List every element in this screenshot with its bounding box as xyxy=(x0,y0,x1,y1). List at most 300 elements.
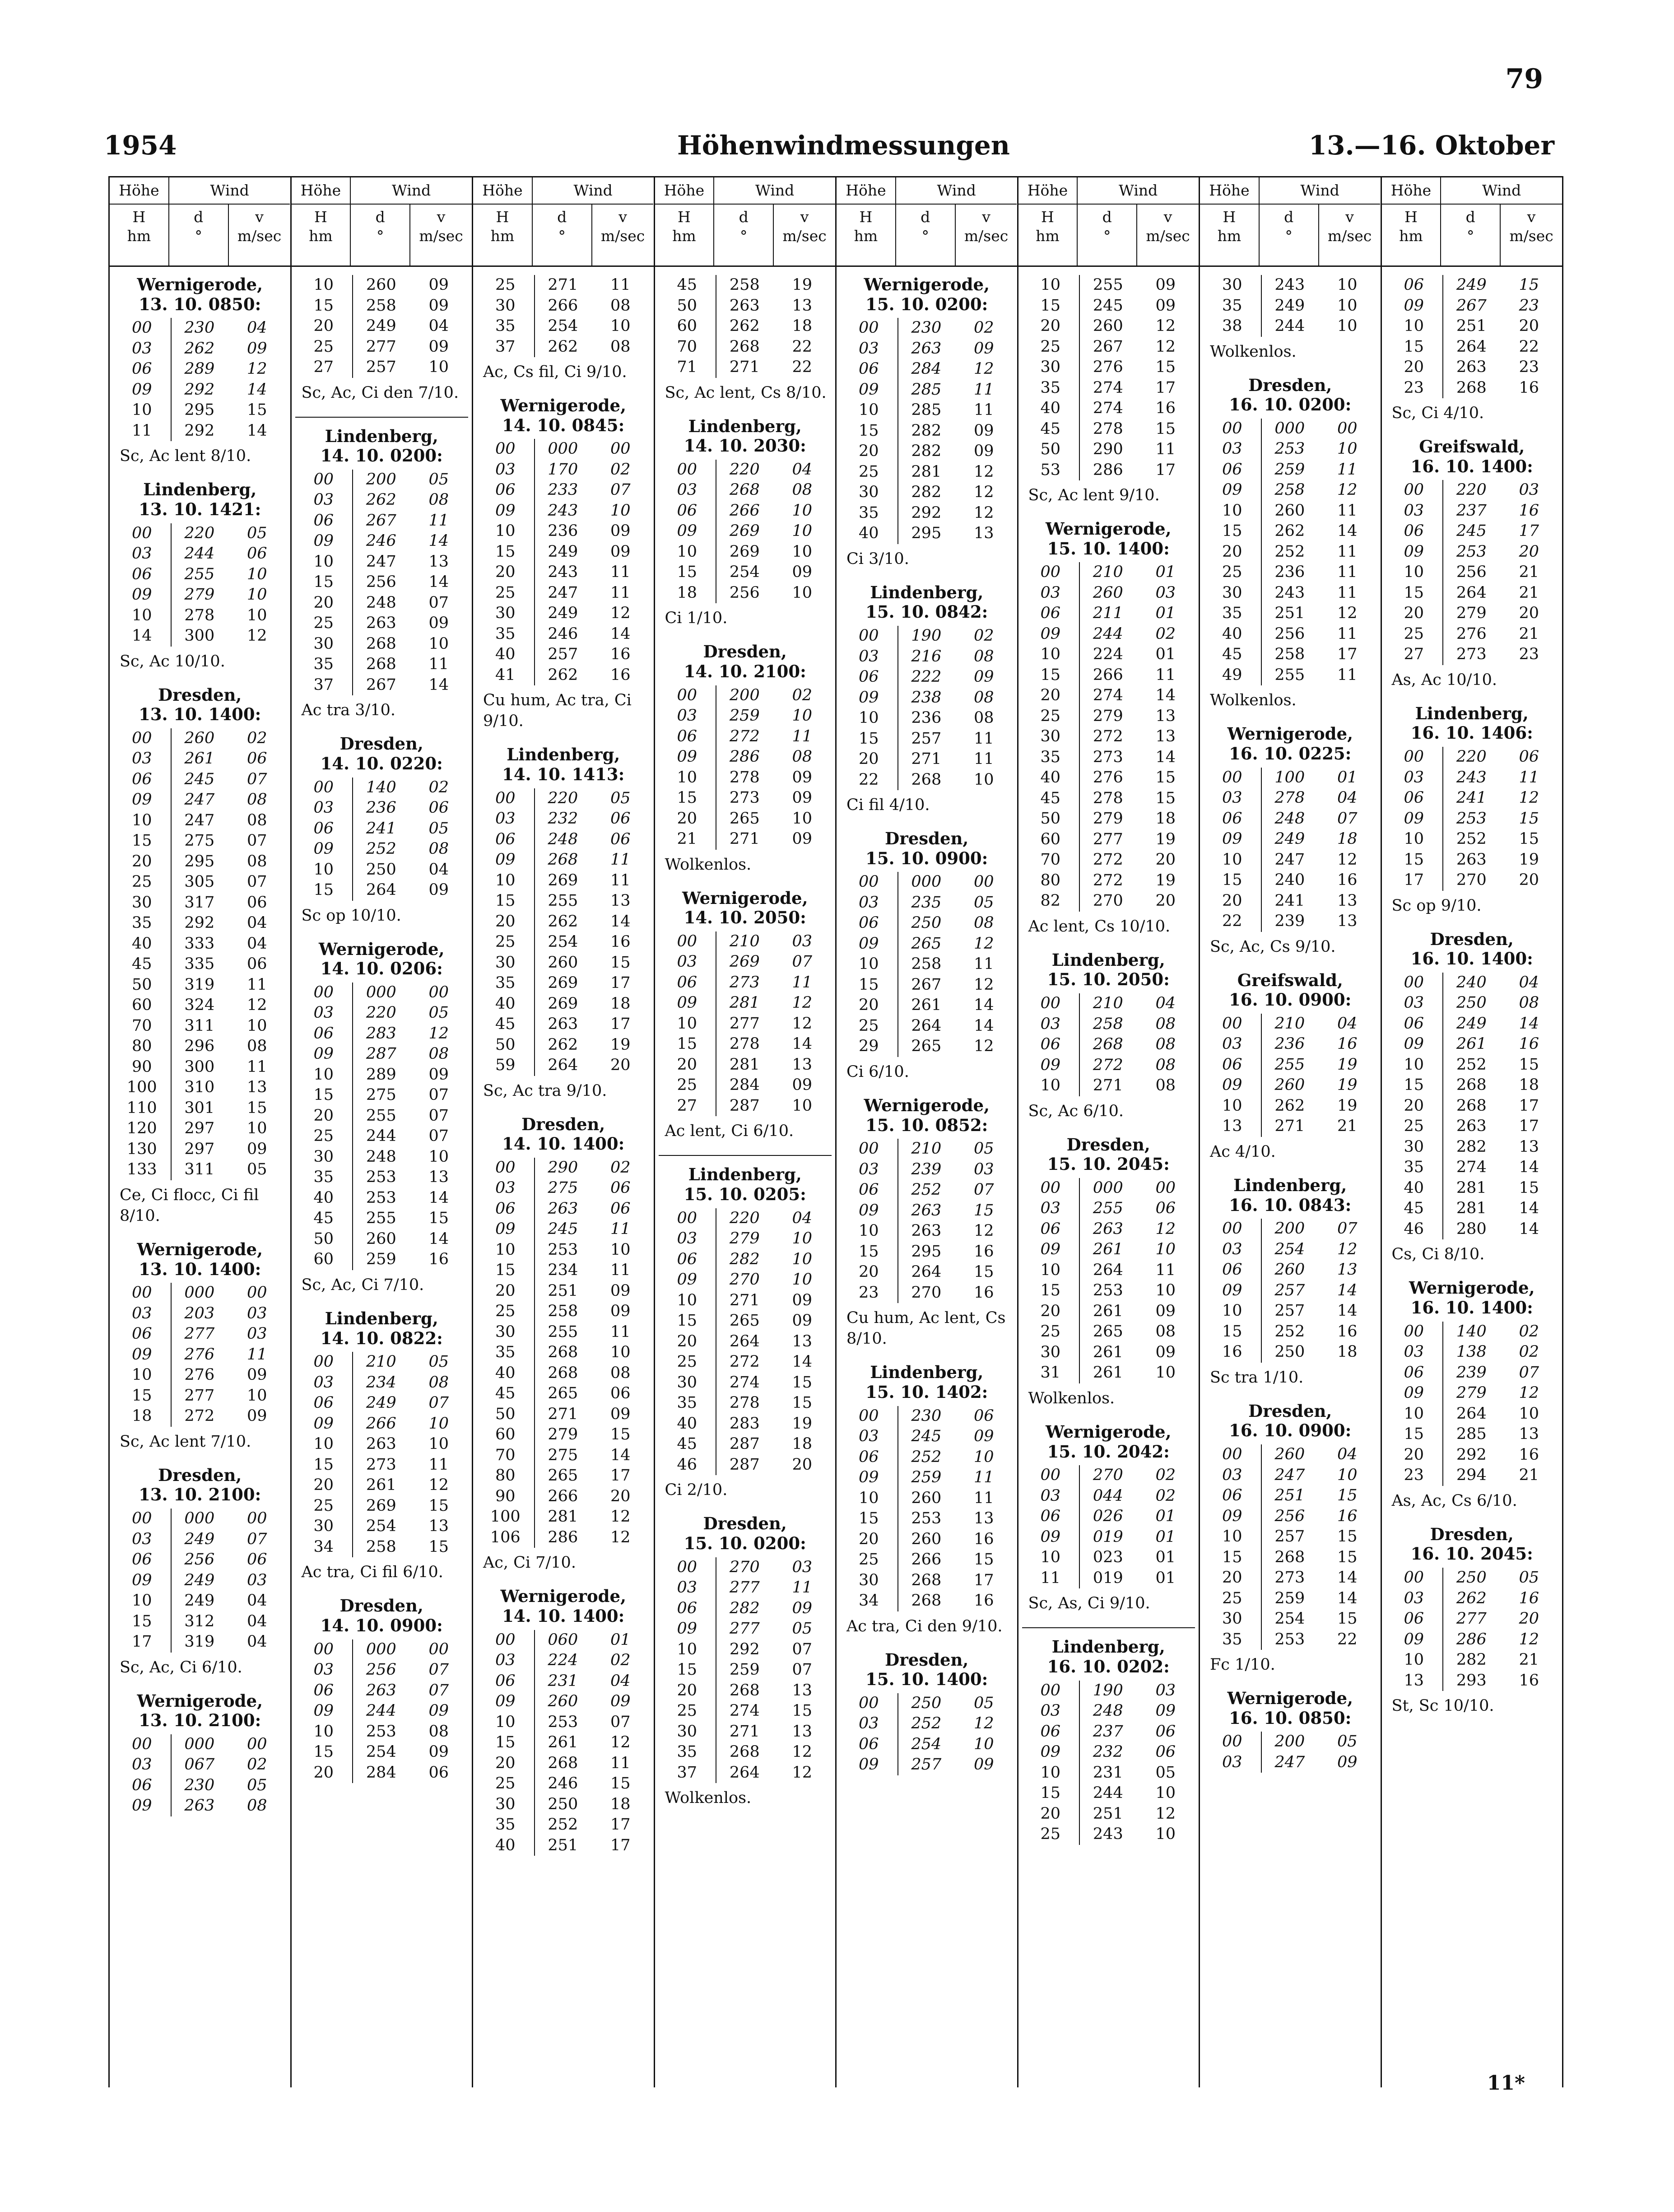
wind-direction: 272 xyxy=(1079,871,1136,891)
header-hoehe: Höhe xyxy=(1382,177,1442,205)
height-hm: 35 xyxy=(1404,1158,1424,1177)
header-h-label: H xyxy=(1404,208,1418,226)
table-column xyxy=(473,177,655,2087)
height-hm: 10 xyxy=(1040,1261,1061,1279)
height-hm: 03 xyxy=(495,460,516,479)
measurement-rows xyxy=(113,523,287,647)
wind-speed: 08 xyxy=(1155,1076,1176,1095)
wind-speed: 20 xyxy=(1519,1610,1539,1628)
cloud-note: Ci 2/10. xyxy=(665,1481,728,1500)
wind-direction: 261 xyxy=(171,749,228,769)
station-name: Lindenberg, xyxy=(870,582,984,602)
wind-speed: 09 xyxy=(792,563,813,582)
height-hm: 20 xyxy=(677,1332,698,1350)
header-wind: Wind xyxy=(533,177,654,205)
wind-direction: 260 xyxy=(1261,1075,1318,1096)
wind-direction: 243 xyxy=(534,501,591,522)
wind-direction: 274 xyxy=(716,1701,773,1722)
station-name: Wernigerode, xyxy=(1409,1278,1535,1298)
wind-speed: 09 xyxy=(247,1407,267,1425)
height-hm: 35 xyxy=(132,914,152,932)
wind-speed: 11 xyxy=(1337,583,1358,602)
station-block xyxy=(113,1691,287,1816)
wind-speed: 13 xyxy=(428,552,449,571)
height-hm: 10 xyxy=(859,709,879,727)
wind-speed: 11 xyxy=(1155,1261,1176,1279)
wind-direction: 259 xyxy=(352,1249,409,1270)
wind-direction: 255 xyxy=(1079,1198,1136,1219)
wind-speed: 10 xyxy=(1337,276,1358,294)
wind-speed: 16 xyxy=(610,933,631,951)
station-name: Wernigerode, xyxy=(500,396,626,415)
station-name: Wernigerode, xyxy=(137,1239,263,1259)
wind-speed: 11 xyxy=(610,583,631,602)
header-deg-unit: ° xyxy=(1466,227,1474,245)
station-heading xyxy=(1204,376,1377,415)
station-block xyxy=(295,1309,469,1583)
wind-direction: 265 xyxy=(897,1036,955,1057)
wind-speed: 10 xyxy=(1337,296,1358,315)
height-hm: 03 xyxy=(132,1530,152,1548)
station-name: Wernigerode, xyxy=(682,888,808,908)
wind-direction: 255 xyxy=(352,1208,409,1229)
height-hm: 20 xyxy=(1404,604,1424,623)
height-hm: 25 xyxy=(495,1302,516,1321)
wind-speed: 21 xyxy=(1519,563,1539,582)
measurement-rows xyxy=(659,685,832,850)
wind-direction: 261 xyxy=(897,995,955,1016)
observation-time: 15. 10. 0900: xyxy=(865,848,988,868)
height-hm: 06 xyxy=(859,1735,879,1753)
wind-speed: 11 xyxy=(1337,666,1358,684)
wind-direction: 268 xyxy=(716,1681,773,1701)
wind-speed: 09 xyxy=(1155,1302,1176,1320)
wind-speed: 09 xyxy=(792,768,813,787)
wind-speed: 18 xyxy=(1155,810,1176,828)
height-hm: 37 xyxy=(677,1763,698,1782)
wind-direction: 259 xyxy=(1261,1588,1318,1609)
height-hm: 00 xyxy=(677,932,698,950)
header-ms-unit: m/sec xyxy=(964,227,1009,245)
wind-direction: 249 xyxy=(1261,296,1318,317)
header-v-label: v xyxy=(1345,208,1354,226)
wind-speed: 19 xyxy=(792,276,813,294)
wind-direction: 268 xyxy=(716,480,773,501)
wind-speed: 07 xyxy=(1337,809,1358,828)
wind-direction: 264 xyxy=(1079,1260,1136,1281)
wind-direction: 252 xyxy=(1261,542,1318,563)
height-hm: 133 xyxy=(126,1160,157,1179)
station-name: Wernigerode, xyxy=(1227,724,1353,744)
wind-direction: 272 xyxy=(716,1352,773,1373)
height-hm: 46 xyxy=(677,1455,698,1474)
wind-speed: 10 xyxy=(1337,440,1358,458)
height-hm: 09 xyxy=(1404,1035,1424,1053)
wind-speed: 08 xyxy=(974,688,994,707)
wind-speed: 01 xyxy=(1155,604,1176,623)
header-deg-unit: ° xyxy=(558,227,566,245)
wind-direction: 270 xyxy=(1079,1465,1136,1486)
wind-speed: 10 xyxy=(792,583,813,602)
wind-speed: 08 xyxy=(974,914,994,932)
wind-direction: 000 xyxy=(171,1509,228,1529)
height-hm: 00 xyxy=(1040,1466,1061,1485)
wind-direction: 243 xyxy=(1261,583,1318,604)
wind-speed: 17 xyxy=(610,1467,631,1485)
wind-speed: 02 xyxy=(974,319,994,337)
wind-speed: 11 xyxy=(610,1754,631,1772)
header-hm-unit: hm xyxy=(672,227,696,245)
height-hm: 09 xyxy=(313,840,334,858)
wind-speed: 11 xyxy=(1337,501,1358,520)
wind-speed: 09 xyxy=(247,1366,267,1384)
height-hm: 10 xyxy=(677,542,698,561)
column-body xyxy=(655,267,836,2087)
height-hm: 30 xyxy=(859,1571,879,1589)
wind-direction: 000 xyxy=(1261,419,1318,439)
wind-direction: 253 xyxy=(534,1712,591,1733)
header-d-cell xyxy=(1078,205,1137,265)
height-hm: 03 xyxy=(313,1004,334,1022)
wind-speed: 13 xyxy=(792,1681,813,1700)
measurement-rows xyxy=(1022,1178,1195,1383)
wind-speed: 12 xyxy=(1155,1220,1176,1238)
wind-speed: 03 xyxy=(1155,583,1176,602)
wind-speed: 02 xyxy=(610,460,631,479)
wind-direction: 260 xyxy=(1261,1260,1318,1281)
height-hm: 06 xyxy=(132,770,152,788)
height-hm: 09 xyxy=(859,1756,879,1774)
station-name: Greifswald, xyxy=(1237,970,1343,990)
station-block xyxy=(659,642,832,875)
height-hm: 06 xyxy=(1404,276,1424,294)
station-name: Lindenberg, xyxy=(688,416,802,436)
wind-speed: 12 xyxy=(247,360,267,378)
height-hm: 29 xyxy=(859,1037,879,1056)
wind-direction: 272 xyxy=(1079,850,1136,871)
height-hm: 15 xyxy=(677,1312,698,1330)
measurement-rows xyxy=(840,872,1014,1057)
height-hm: 10 xyxy=(1040,1076,1061,1095)
wind-direction: 263 xyxy=(352,1434,409,1455)
wind-direction: 236 xyxy=(1261,1034,1318,1055)
table-column xyxy=(292,177,474,2087)
wind-speed: 15 xyxy=(610,1774,631,1793)
station-block xyxy=(1204,275,1377,362)
height-hm: 09 xyxy=(677,994,698,1012)
wind-direction: 248 xyxy=(352,593,409,614)
height-hm: 27 xyxy=(1404,645,1424,664)
wind-direction: 276 xyxy=(171,1345,228,1365)
wind-direction: 244 xyxy=(1079,624,1136,645)
height-hm: 25 xyxy=(1404,1117,1424,1136)
wind-direction: 170 xyxy=(534,460,591,480)
wind-speed: 14 xyxy=(610,1446,631,1464)
wind-speed: 10 xyxy=(428,634,449,653)
height-hm: 15 xyxy=(677,563,698,582)
wind-direction: 264 xyxy=(897,1262,955,1283)
wind-direction: 260 xyxy=(534,953,591,973)
measurement-rows xyxy=(1022,562,1195,912)
header-v-cell xyxy=(1137,205,1199,265)
wind-speed: 07 xyxy=(974,1181,994,1199)
wind-speed: 15 xyxy=(247,401,267,419)
wind-direction: 264 xyxy=(716,1332,773,1352)
height-hm: 10 xyxy=(1222,1302,1242,1320)
wind-speed: 20 xyxy=(1519,871,1539,889)
station-name: Wernigerode, xyxy=(137,275,263,294)
wind-speed: 08 xyxy=(792,748,813,766)
wind-speed: 12 xyxy=(1155,1804,1176,1823)
height-hm: 03 xyxy=(1404,501,1424,520)
wind-speed: 18 xyxy=(1337,830,1358,848)
observation-time: 15. 10. 1402: xyxy=(865,1382,988,1402)
height-hm: 25 xyxy=(677,1076,698,1094)
observation-time: 13. 10. 0850: xyxy=(139,294,261,314)
wind-direction: 268 xyxy=(534,1363,591,1384)
height-hm: 00 xyxy=(313,778,334,796)
wind-speed: 10 xyxy=(792,707,813,725)
wind-speed: 19 xyxy=(1337,1096,1358,1115)
height-hm: 00 xyxy=(132,1735,152,1753)
height-hm: 15 xyxy=(1222,1322,1242,1341)
wind-direction: 276 xyxy=(1442,624,1500,645)
wind-speed: 05 xyxy=(428,1353,449,1371)
station-block xyxy=(477,1587,650,1856)
height-hm: 10 xyxy=(859,955,879,973)
cloud-note: Sc, Ac lent 7/10. xyxy=(120,1432,251,1451)
wind-speed: 14 xyxy=(1337,522,1358,540)
observation-time: 13. 10. 1400: xyxy=(139,1259,261,1279)
height-hm: 35 xyxy=(313,1168,334,1187)
height-hm: 25 xyxy=(495,583,516,602)
wind-speed: 02 xyxy=(247,1756,267,1774)
wind-speed: 13 xyxy=(428,1517,449,1536)
station-block xyxy=(113,685,287,1226)
wind-speed: 10 xyxy=(1337,317,1358,335)
wind-direction: 224 xyxy=(534,1650,591,1671)
height-hm: 00 xyxy=(313,1353,334,1371)
height-hm: 10 xyxy=(1040,1763,1061,1782)
wind-speed: 15 xyxy=(610,1425,631,1444)
wind-speed: 14 xyxy=(610,912,631,931)
wind-direction: 258 xyxy=(716,275,773,296)
wind-speed: 08 xyxy=(610,1364,631,1382)
height-hm: 30 xyxy=(313,1517,334,1536)
wind-direction: 255 xyxy=(1079,275,1136,296)
wind-direction: 287 xyxy=(716,1455,773,1476)
wind-direction: 305 xyxy=(171,872,228,893)
height-hm: 03 xyxy=(1222,1240,1242,1258)
height-hm: 10 xyxy=(1040,276,1061,294)
wind-speed: 11 xyxy=(610,276,631,294)
wind-direction: 000 xyxy=(1079,1178,1136,1199)
wind-direction: 281 xyxy=(897,462,955,483)
height-hm: 34 xyxy=(313,1537,334,1556)
wind-direction: 260 xyxy=(534,1691,591,1712)
height-hm: 35 xyxy=(677,1394,698,1412)
wind-speed: 21 xyxy=(1519,1466,1539,1485)
wind-direction: 277 xyxy=(171,1324,228,1345)
height-hm: 00 xyxy=(1222,419,1242,438)
wind-speed: 05 xyxy=(428,819,449,838)
height-hm: 70 xyxy=(677,337,698,356)
height-hm: 00 xyxy=(132,1509,152,1528)
wind-speed: 14 xyxy=(1337,1302,1358,1320)
height-hm: 03 xyxy=(1222,1466,1242,1484)
station-name: Dresden, xyxy=(521,1114,605,1134)
cloud-note: Ci fil 4/10. xyxy=(846,796,930,815)
header-wind: Wind xyxy=(169,177,290,205)
height-hm: 00 xyxy=(1222,1732,1242,1751)
height-hm: 06 xyxy=(495,830,516,848)
observation-time: 16. 10. 0900: xyxy=(1229,990,1352,1010)
wind-direction: 279 xyxy=(534,1425,591,1445)
header-wind: Wind xyxy=(714,177,835,205)
height-hm: 15 xyxy=(132,1612,152,1630)
wind-direction: 254 xyxy=(352,1742,409,1763)
wind-direction: 269 xyxy=(534,871,591,891)
wind-direction: 263 xyxy=(1442,357,1500,378)
wind-direction: 243 xyxy=(1261,275,1318,296)
column-header xyxy=(1200,177,1381,267)
wind-speed: 09 xyxy=(974,421,994,440)
wind-speed: 08 xyxy=(247,852,267,871)
height-hm: 10 xyxy=(313,860,334,879)
wind-direction: 253 xyxy=(897,1509,955,1529)
height-hm: 06 xyxy=(1040,1722,1061,1741)
station-block xyxy=(1204,1176,1377,1388)
wind-speed: 05 xyxy=(247,524,267,542)
wind-speed: 16 xyxy=(1519,1589,1539,1607)
wind-direction: 300 xyxy=(171,626,228,647)
height-hm: 40 xyxy=(859,524,879,543)
column-body xyxy=(837,267,1017,2087)
wind-speed: 10 xyxy=(1155,1364,1176,1382)
height-hm: 90 xyxy=(495,1487,516,1505)
height-hm: 00 xyxy=(495,440,516,458)
wind-speed: 09 xyxy=(1155,1702,1176,1720)
cloud-note: Sc, Ac tra 9/10. xyxy=(483,1081,607,1100)
station-name: Wernigerode, xyxy=(500,1586,626,1607)
height-hm: 03 xyxy=(1404,1589,1424,1607)
wind-direction: 190 xyxy=(1079,1681,1136,1701)
wind-direction: 140 xyxy=(1442,1322,1500,1342)
wind-direction: 265 xyxy=(716,1311,773,1332)
wind-speed: 12 xyxy=(1337,850,1358,869)
wind-speed: 19 xyxy=(1337,1055,1358,1074)
wind-speed: 12 xyxy=(792,1763,813,1782)
header-hm-unit: hm xyxy=(309,227,333,245)
observation-time: 15. 10. 0200: xyxy=(865,294,988,314)
wind-direction: 319 xyxy=(171,1632,228,1653)
header-hoehe: Höhe xyxy=(473,177,533,205)
wind-direction: 247 xyxy=(1261,1752,1318,1773)
header-h-label: H xyxy=(132,208,146,226)
wind-direction: 260 xyxy=(897,1529,955,1550)
wind-direction: 277 xyxy=(716,1578,773,1598)
wind-direction: 210 xyxy=(897,1139,955,1160)
header-h-cell xyxy=(837,205,896,265)
height-hm: 59 xyxy=(495,1056,516,1075)
wind-direction: 256 xyxy=(171,1550,228,1570)
measurement-rows xyxy=(295,1352,469,1557)
wind-speed: 04 xyxy=(428,317,449,335)
observation-time: 13. 10. 2100: xyxy=(139,1710,261,1731)
wind-speed: 12 xyxy=(1519,1630,1539,1649)
header-hoehe: Höhe xyxy=(1200,177,1260,205)
cloud-note: Sc, Ci 4/10. xyxy=(1391,404,1484,422)
height-hm: 10 xyxy=(677,1291,698,1309)
wind-direction: 249 xyxy=(1442,275,1500,296)
height-hm: 38 xyxy=(1222,317,1242,335)
cloud-note: Cs, Ci 8/10. xyxy=(1391,1245,1485,1264)
height-hm: 09 xyxy=(677,1271,698,1289)
wind-speed: 16 xyxy=(974,1592,994,1610)
height-hm: 100 xyxy=(490,1508,521,1526)
height-hm: 10 xyxy=(1404,1651,1424,1669)
height-hm: 06 xyxy=(1040,1220,1061,1238)
wind-speed: 12 xyxy=(974,934,994,953)
wind-direction: 277 xyxy=(352,337,409,358)
height-hm: 09 xyxy=(495,1692,516,1711)
station-block xyxy=(1386,704,1559,916)
wind-direction: 256 xyxy=(352,572,409,593)
height-hm: 45 xyxy=(677,276,698,294)
header-deg-unit: ° xyxy=(195,227,202,245)
height-hm: 45 xyxy=(495,1384,516,1403)
height-hm: 03 xyxy=(495,810,516,828)
height-hm: 10 xyxy=(132,811,152,829)
wind-direction: 253 xyxy=(1079,1281,1136,1301)
height-hm: 09 xyxy=(132,1797,152,1815)
header-d-label: d xyxy=(194,208,204,226)
column-body xyxy=(110,267,290,2087)
observation-time: 14. 10. 0220: xyxy=(320,753,443,773)
wind-speed: 15 xyxy=(1155,789,1176,807)
wind-speed: 12 xyxy=(610,1508,631,1526)
wind-speed: 14 xyxy=(792,1353,813,1371)
wind-speed: 09 xyxy=(610,1302,631,1321)
wind-speed: 10 xyxy=(247,606,267,624)
wind-speed: 18 xyxy=(792,317,813,335)
wind-direction: 311 xyxy=(171,1016,228,1037)
height-hm: 03 xyxy=(677,481,698,499)
wind-direction: 244 xyxy=(171,544,228,564)
header-v-cell xyxy=(774,205,835,265)
wind-direction: 210 xyxy=(1079,993,1136,1014)
wind-direction: 300 xyxy=(171,1057,228,1078)
wind-speed: 10 xyxy=(247,586,267,604)
wind-direction: 239 xyxy=(1261,911,1318,932)
station-block xyxy=(113,1240,287,1452)
wind-direction: 265 xyxy=(534,1466,591,1486)
header-v-label: v xyxy=(255,208,264,226)
wind-speed: 01 xyxy=(1155,563,1176,582)
measurement-rows xyxy=(659,275,832,378)
wind-direction: 254 xyxy=(716,562,773,583)
wind-direction: 268 xyxy=(534,1753,591,1774)
height-hm: 03 xyxy=(1222,1035,1242,1053)
height-hm: 35 xyxy=(1222,296,1242,315)
measurement-rows xyxy=(113,318,287,441)
height-hm: 06 xyxy=(677,1599,698,1617)
wind-speed: 14 xyxy=(428,1188,449,1207)
wind-speed: 10 xyxy=(247,1119,267,1138)
station-name: Lindenberg, xyxy=(325,1308,438,1328)
height-hm: 25 xyxy=(132,873,152,891)
height-hm: 06 xyxy=(1222,1261,1242,1279)
